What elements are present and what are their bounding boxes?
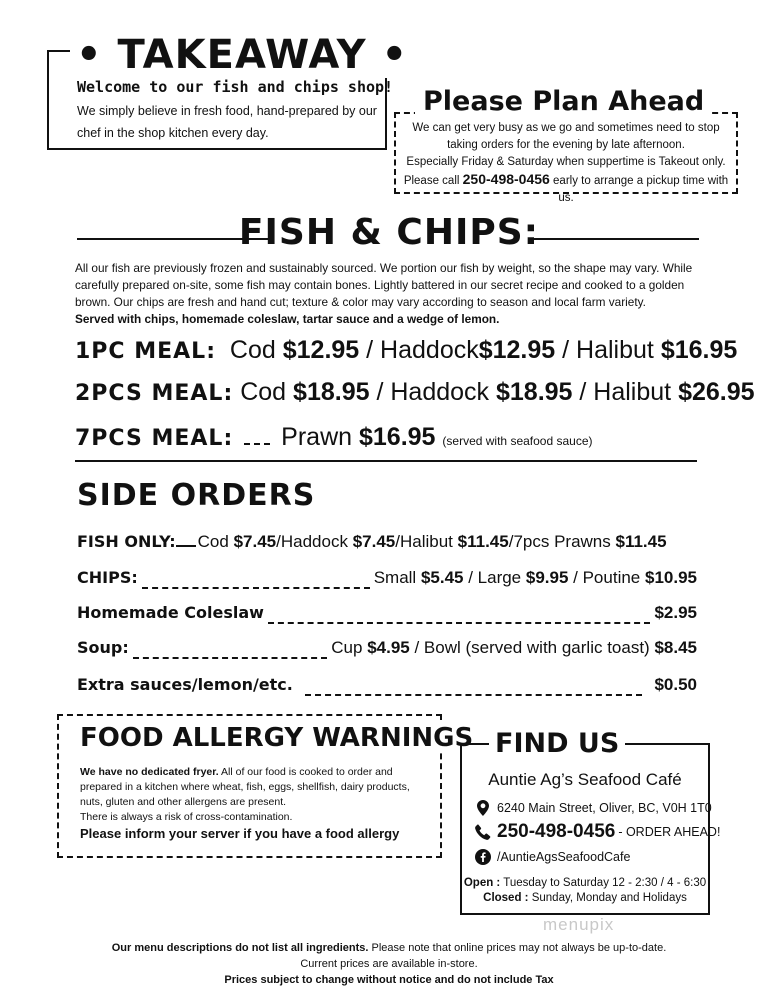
allergy-risk: There is always a risk of cross-contamination.	[80, 811, 293, 823]
open-row	[462, 876, 708, 891]
item-name: Halibut	[399, 532, 453, 551]
facebook-row	[475, 849, 630, 865]
meal-label: 7PCS MEAL:	[75, 426, 234, 451]
price: $26.95	[678, 378, 755, 406]
plan-call-suffix: early to arrange a pickup time with us.	[553, 175, 729, 204]
item-name: Cod	[197, 532, 229, 551]
opening-hours	[462, 876, 708, 906]
item-name: Haddock	[380, 336, 479, 364]
find-us-phone[interactable]: 250-498-0456	[497, 821, 616, 842]
item-name: Haddock	[280, 532, 348, 551]
side-orders-title: SIDE ORDERS	[77, 478, 316, 513]
takeaway-title: • TAKEAWAY •	[70, 32, 414, 78]
closed-row	[462, 891, 708, 906]
item-name: Small	[373, 568, 417, 587]
takeaway-description: We simply believe in fresh food, hand-prepared by our chef in the shop kitchen every day.	[77, 104, 377, 140]
open-label: Open :	[463, 877, 501, 889]
address: 6240 Main Street, Oliver, BC, V0H 1T0	[497, 801, 712, 815]
plan-call-prefix: Please call	[403, 175, 460, 187]
leader-dashes	[268, 610, 651, 624]
price: $2.95	[654, 603, 697, 622]
plan-line-3: Especially Friday & Saturday when suppertime is Takeout only.	[406, 156, 726, 168]
allergy-text	[80, 765, 425, 825]
plan-call-line	[396, 171, 736, 207]
item-name: Cod	[229, 336, 276, 364]
footer-line-2: Current prices are available in-store.	[300, 958, 478, 970]
price: $11.45	[457, 532, 509, 551]
allergy-lead: We have no dedicated fryer.	[80, 766, 219, 778]
served-with: Served with chips, homemade coleslaw, tartar sauce and a wedge of lemon.	[75, 312, 500, 326]
plan-line-1: We can get very busy as we go and sometimes need to stop	[412, 122, 720, 134]
leader-dashes	[133, 645, 328, 659]
closed-days: Sunday, Monday and Holidays	[531, 892, 687, 904]
menu-item-7pcs-meal	[75, 423, 593, 452]
item-name: Haddock	[390, 378, 490, 406]
price: $12.95	[478, 336, 556, 364]
footer	[0, 940, 778, 988]
price: $10.95	[645, 568, 697, 587]
leader-line	[176, 533, 196, 547]
side-label: CHIPS:	[77, 568, 138, 587]
item-name: Poutine	[582, 568, 641, 587]
item-name: Halibut	[593, 378, 672, 406]
side-label: Homemade Coleslaw	[77, 603, 264, 622]
item-name: Cod	[240, 378, 287, 406]
plan-phone[interactable]: 250-498-0456	[462, 171, 550, 187]
plan-line-2: taking orders for the evening by late afternoon.	[447, 139, 685, 151]
menu-item-2pcs-meal: 2PCS MEAL: Cod $18.95 / Haddock $18.95 / Halibut $26.95	[75, 378, 755, 406]
location-pin-icon	[475, 800, 491, 816]
allergy-title: FOOD ALLERGY WARNINGS	[76, 723, 477, 753]
takeaway-welcome: Welcome to our fish and chips shop!	[77, 78, 394, 96]
price: $16.95	[660, 336, 738, 364]
item-name: Large	[477, 568, 522, 587]
side-label: Extra sauces/lemon/etc.	[77, 675, 293, 694]
price: $0.50	[654, 675, 697, 694]
fish-chips-title: FISH & CHIPS:	[238, 212, 540, 253]
price: $5.45	[420, 568, 464, 587]
plan-ahead-text	[396, 120, 736, 207]
side-label: Soup:	[77, 638, 129, 657]
footer-rest: Please note that online prices may not always be up-to-date.	[371, 942, 667, 954]
side-label: FISH ONLY:	[77, 532, 176, 551]
facebook-handle[interactable]: /AuntieAgsSeafoodCafe	[497, 850, 631, 864]
price: $12.95	[282, 336, 360, 364]
price: $4.95	[367, 638, 410, 657]
price: $9.95	[525, 568, 569, 587]
price: $18.95	[495, 378, 573, 406]
watermark: menupix	[543, 915, 615, 934]
side-item-coleslaw	[77, 603, 697, 631]
plan-ahead-title: Please Plan Ahead	[415, 86, 712, 117]
item-name: Halibut	[576, 336, 654, 364]
item-name: 7pcs Prawns	[513, 532, 611, 551]
footer-line-3: Prices subject to change without notice and do not include Tax	[224, 974, 554, 986]
footer-line-1	[0, 940, 778, 956]
allergy-note: Please inform your server if you have a food allergy	[80, 826, 400, 841]
price: $8.45	[654, 638, 697, 657]
side-item-extras	[77, 675, 697, 703]
price: $16.95	[359, 423, 436, 451]
closed-label: Closed :	[483, 892, 529, 904]
meal-label: 1PC MEAL:	[75, 339, 216, 364]
item-name: Cup	[331, 638, 363, 657]
side-item-fish-only: FISH ONLY: Cod $7.45 / Haddock $7.45 / Halibut $11.45 / 7pcs Prawns $11.45	[77, 532, 667, 551]
divider	[75, 460, 697, 462]
price: $7.45	[352, 532, 396, 551]
item-name: Prawn	[281, 423, 353, 451]
price: $11.45	[615, 532, 667, 551]
facebook-icon	[475, 849, 491, 865]
open-hours: Tuesday to Saturday 12 - 2:30 / 4 - 6:30	[503, 877, 707, 889]
item-note: (served with seafood sauce)	[442, 434, 593, 448]
price: $18.95	[293, 378, 370, 406]
address-row	[475, 800, 712, 816]
find-us-title: FIND US	[489, 728, 625, 759]
meal-label: 2PCS MEAL:	[75, 381, 234, 406]
restaurant-name: Auntie Ag’s Seafood Café	[488, 770, 682, 789]
menu-item-1pc-meal: 1PC MEAL: Cod $12.95 / Haddock$12.95 / Halibut $16.95	[75, 336, 738, 364]
fish-description: All our fish are previously frozen and sustainably sourced. We portion our fish by weight, so the shape may vary. While carefully prepared on-site, some fish may contain bones. Lightly battered in our secret recipe and cooked to a golden brown. Our chips are fresh and hand cut; texture & color may vary according to season and local farm variety.	[75, 261, 693, 309]
side-item-soup: Soup: Cup $4.95 / Bowl (served with garlic toast) $8.45	[77, 638, 697, 657]
side-item-chips: CHIPS: Small $5.45 / Large $9.95 / Poutine $10.95	[77, 568, 697, 587]
phone-icon	[475, 824, 491, 840]
price: $7.45	[233, 532, 277, 551]
phone-row	[475, 821, 720, 843]
footer-bold: Our menu descriptions do not list all ingredients.	[111, 942, 369, 954]
fish-chips-description	[75, 260, 715, 328]
phone-note: - ORDER AHEAD!	[618, 825, 721, 839]
item-name: Bowl (served with garlic toast)	[423, 638, 650, 657]
allergy-body: All of our food is cooked to order and prepared in a kitchen where wheat, fish, eggs, shellfish, dairy products, nuts, gluten and other allergens are present.	[80, 766, 410, 808]
leader-dashes	[305, 682, 643, 696]
leader-dashes	[244, 437, 270, 445]
leader-dashes	[142, 575, 370, 589]
